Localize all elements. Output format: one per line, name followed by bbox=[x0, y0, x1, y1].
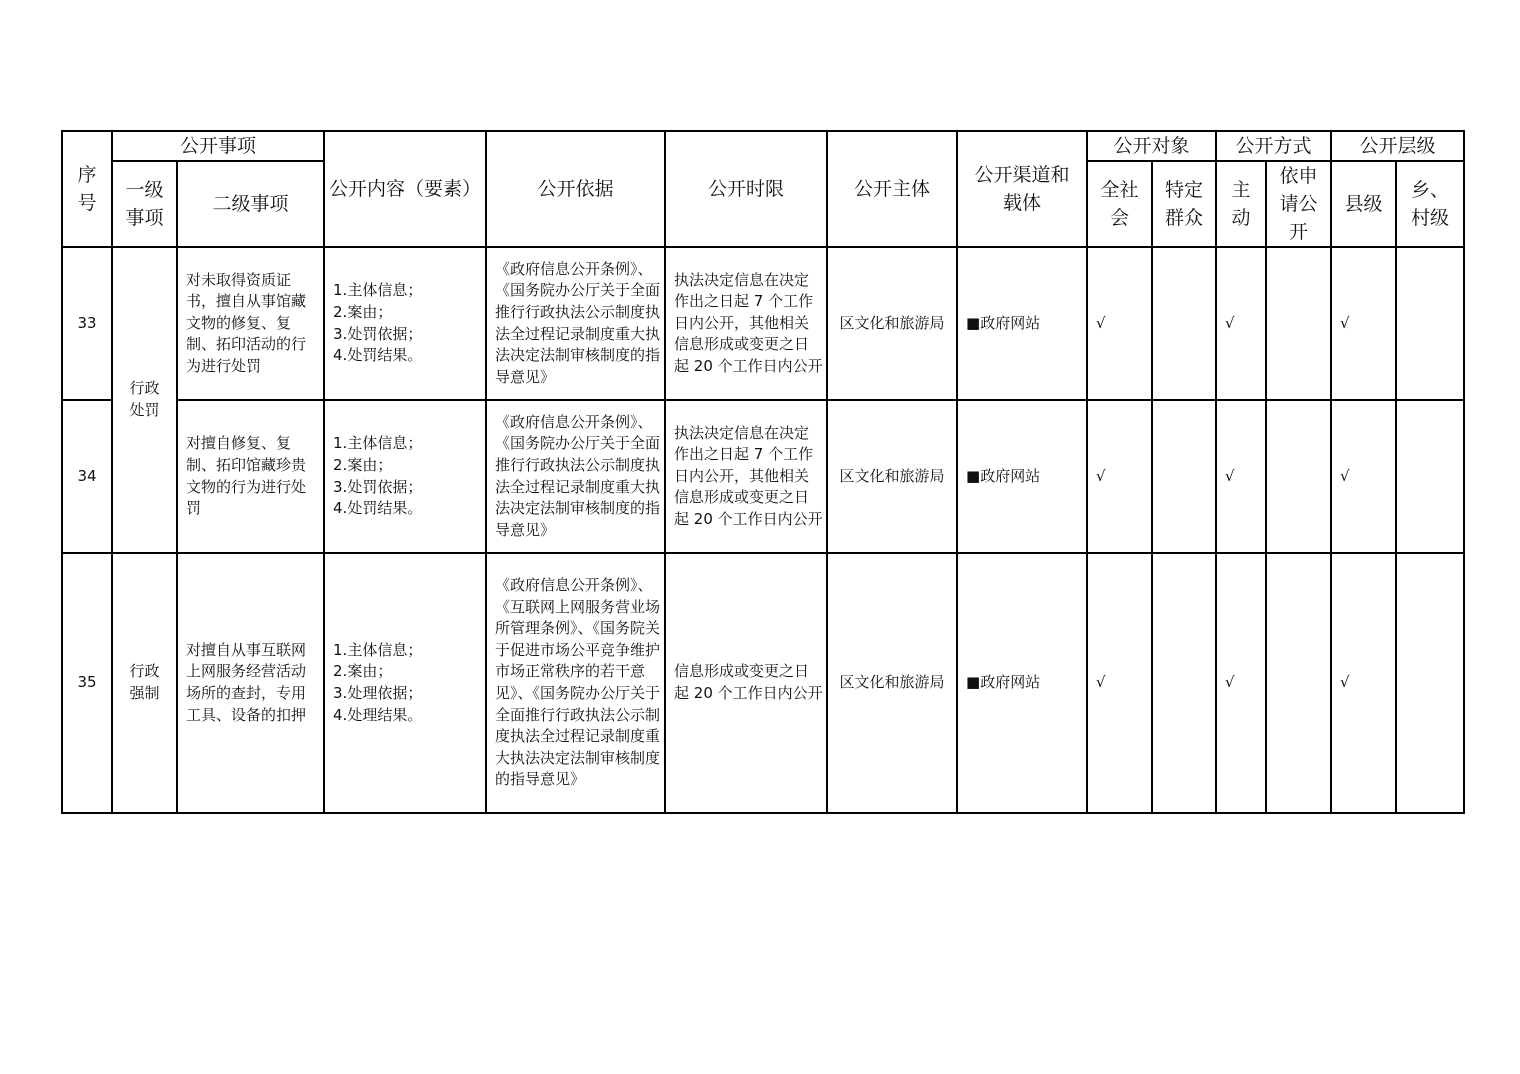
row-seq: 35 bbox=[62, 553, 112, 813]
level-county-mark: √ bbox=[1331, 247, 1396, 400]
disclosure-channel: ■政府网站 bbox=[957, 553, 1087, 813]
level-county-mark: √ bbox=[1331, 400, 1396, 553]
header-method-active: 主 动 bbox=[1216, 161, 1266, 247]
header-method-request: 依申 请公 开 bbox=[1266, 161, 1331, 247]
audience-all-mark: √ bbox=[1087, 553, 1152, 813]
disclosure-content: 1.主体信息； 2.案由； 3.处理依据； 4.处理结果。 bbox=[324, 553, 486, 813]
header-level1: 一级 事项 bbox=[112, 161, 177, 247]
table-row bbox=[62, 247, 1464, 400]
method-request-mark bbox=[1266, 400, 1331, 553]
level-village-mark bbox=[1396, 247, 1464, 400]
level2-item: 对擅自从事互联网上网服务经营活动场所的查封，专用工具、设备的扣押 bbox=[177, 553, 324, 813]
header-audience-group: 公开对象 bbox=[1087, 131, 1216, 161]
audience-all-mark: √ bbox=[1087, 400, 1152, 553]
header-level2: 二级事项 bbox=[177, 161, 324, 247]
header-audience-specific: 特定 群众 bbox=[1152, 161, 1216, 247]
level-county-mark: √ bbox=[1331, 553, 1396, 813]
disclosure-time-limit: 执法决定信息在决定作出之日起 7 个工作日内公开，其他相关信息形成或变更之日起 20 个工作日内公开 bbox=[665, 247, 827, 400]
method-active-mark: √ bbox=[1216, 247, 1266, 400]
disclosure-subject: 区文化和旅游局 bbox=[827, 247, 957, 400]
disclosure-content: 1.主体信息； 2.案由； 3.处罚依据； 4.处罚结果。 bbox=[324, 247, 486, 400]
method-active-mark: √ bbox=[1216, 553, 1266, 813]
header-basis: 公开依据 bbox=[486, 131, 665, 247]
disclosure-basis: 《政府信息公开条例》、《互联网上网服务营业场所管理条例》、《国务院关于促进市场公平竞争维护市场正常秩序的若干意见》、《国务院办公厅关于全面推行行政执法公示制度执法全过程记录制度重大执法决定法制审核制度的指导意见》 bbox=[486, 553, 665, 813]
level1-item: 行政 处罚 bbox=[112, 247, 177, 553]
table-row bbox=[62, 553, 1464, 813]
disclosure-channel: ■政府网站 bbox=[957, 400, 1087, 553]
header-items-group: 公开事项 bbox=[112, 131, 324, 161]
disclosure-content: 1.主体信息； 2.案由； 3.处罚依据； 4.处罚结果。 bbox=[324, 400, 486, 553]
row-seq: 33 bbox=[62, 247, 112, 400]
level2-item: 对未取得资质证书，擅自从事馆藏文物的修复、复制、拓印活动的行为进行处罚 bbox=[177, 247, 324, 400]
table-row bbox=[62, 400, 1464, 553]
method-request-mark bbox=[1266, 553, 1331, 813]
header-level-village: 乡、 村级 bbox=[1396, 161, 1464, 247]
level-village-mark bbox=[1396, 400, 1464, 553]
header-level-group: 公开层级 bbox=[1331, 131, 1464, 161]
disclosure-table bbox=[61, 130, 1465, 814]
disclosure-basis: 《政府信息公开条例》、《国务院办公厅关于全面推行行政执法公示制度执法全过程记录制度重大执法决定法制审核制度的指导意见》 bbox=[486, 247, 665, 400]
header-subject: 公开主体 bbox=[827, 131, 957, 247]
disclosure-channel: ■政府网站 bbox=[957, 247, 1087, 400]
level2-item: 对擅自修复、复制、拓印馆藏珍贵文物的行为进行处罚 bbox=[177, 400, 324, 553]
header-method-group: 公开方式 bbox=[1216, 131, 1331, 161]
row-seq: 34 bbox=[62, 400, 112, 553]
method-request-mark bbox=[1266, 247, 1331, 400]
header-channel: 公开渠道和 载体 bbox=[957, 131, 1087, 247]
audience-specific-mark bbox=[1152, 553, 1216, 813]
disclosure-time-limit: 信息形成或变更之日起 20 个工作日内公开 bbox=[665, 553, 827, 813]
method-active-mark: √ bbox=[1216, 400, 1266, 553]
header-seq: 序 号 bbox=[62, 131, 112, 247]
header-audience-all: 全社 会 bbox=[1087, 161, 1152, 247]
audience-specific-mark bbox=[1152, 247, 1216, 400]
disclosure-subject: 区文化和旅游局 bbox=[827, 400, 957, 553]
header-level-county: 县级 bbox=[1331, 161, 1396, 247]
audience-specific-mark bbox=[1152, 400, 1216, 553]
disclosure-time-limit: 执法决定信息在决定作出之日起 7 个工作日内公开，其他相关信息形成或变更之日起 20 个工作日内公开 bbox=[665, 400, 827, 553]
header-content: 公开内容（要素） bbox=[324, 131, 486, 247]
header-time-limit: 公开时限 bbox=[665, 131, 827, 247]
disclosure-basis: 《政府信息公开条例》、《国务院办公厅关于全面推行行政执法公示制度执法全过程记录制度重大执法决定法制审核制度的指导意见》 bbox=[486, 400, 665, 553]
level-village-mark bbox=[1396, 553, 1464, 813]
disclosure-subject: 区文化和旅游局 bbox=[827, 553, 957, 813]
level1-item: 行政 强制 bbox=[112, 553, 177, 813]
audience-all-mark: √ bbox=[1087, 247, 1152, 400]
